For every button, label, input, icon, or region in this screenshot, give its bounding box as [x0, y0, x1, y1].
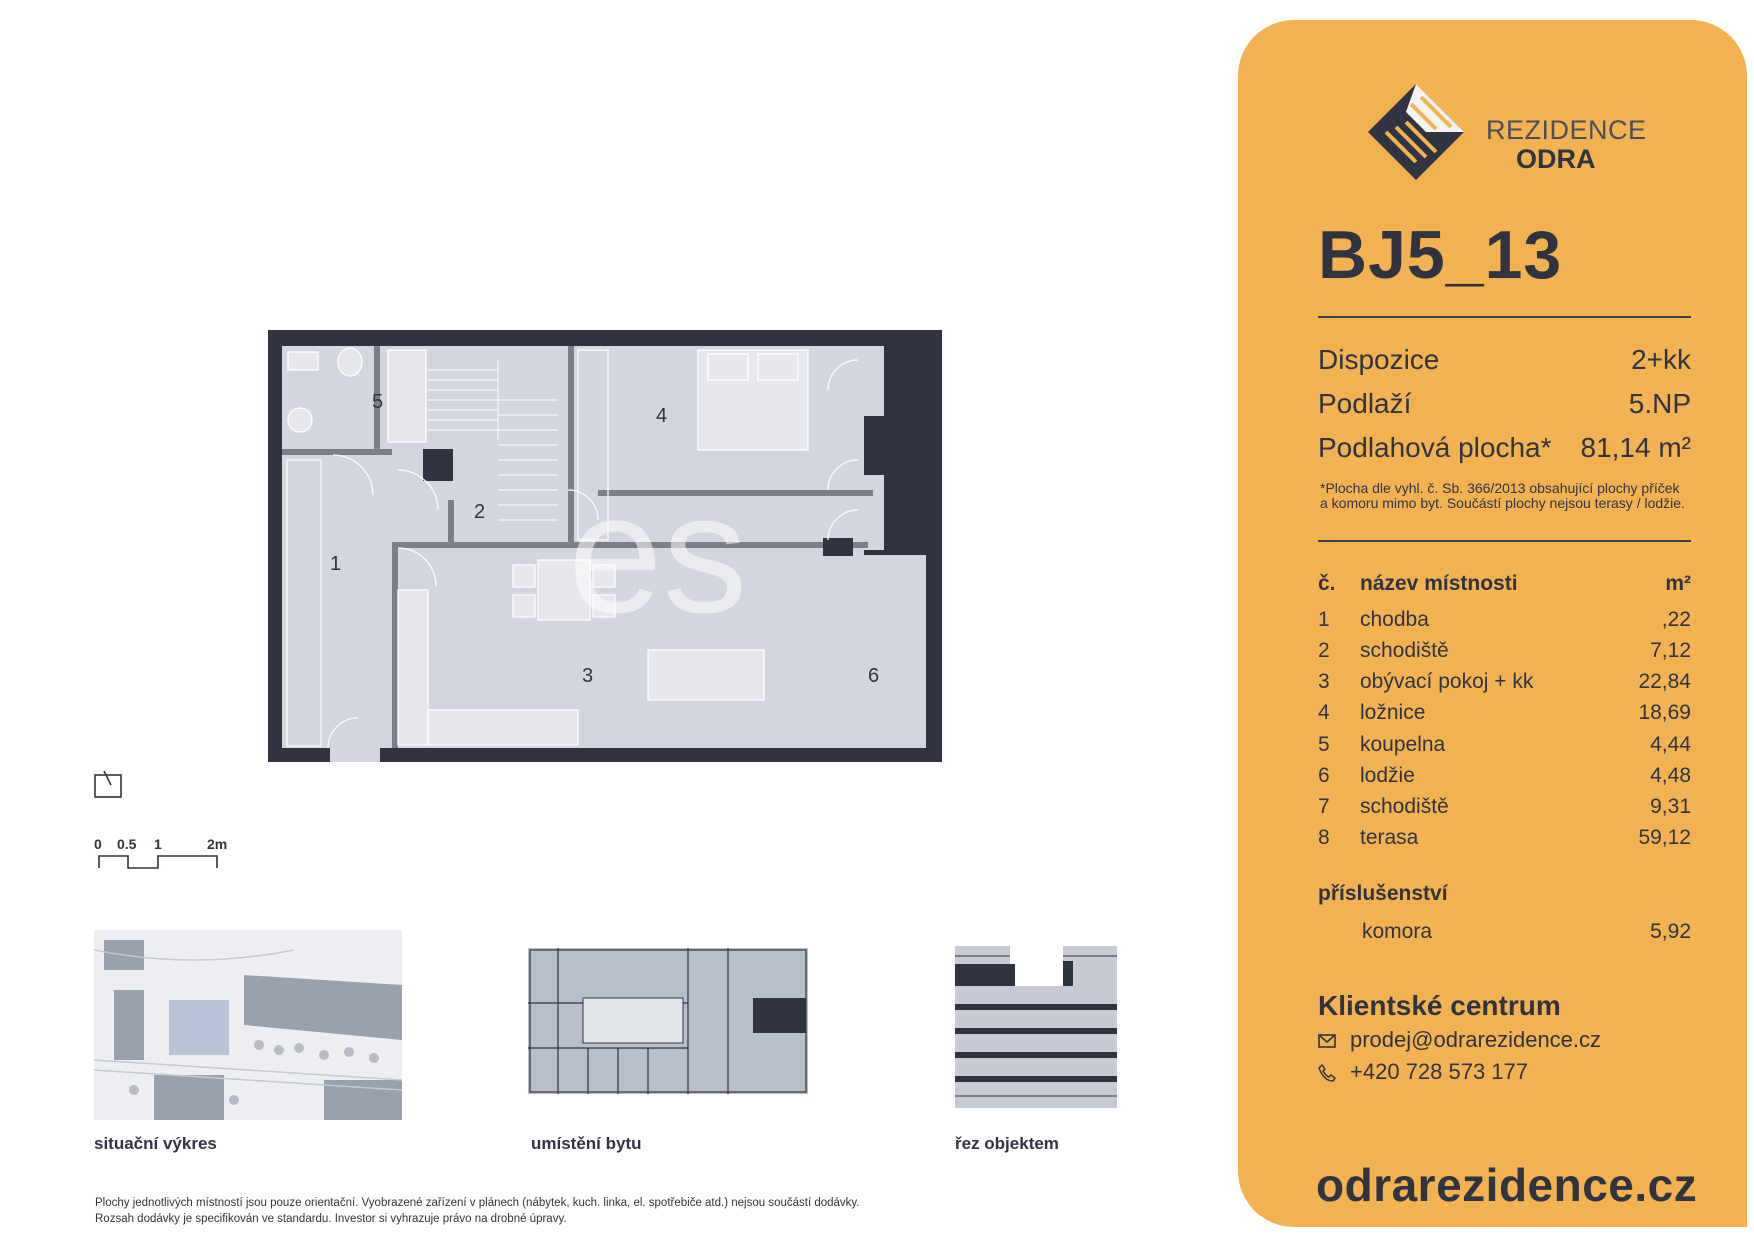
room-area: 59,12	[1638, 826, 1691, 849]
mail-icon	[1318, 1034, 1336, 1048]
floor-value: 5.NP	[1628, 388, 1691, 419]
room-label: 3	[582, 665, 594, 687]
scale-label: 0	[94, 836, 102, 852]
floor-plan	[268, 330, 942, 762]
brand-name-line2: ODRA	[1516, 144, 1596, 174]
accessory-area: 5,92	[1650, 920, 1691, 943]
room-num: 7	[1318, 795, 1330, 818]
room-num: 8	[1318, 826, 1330, 849]
room-name: koupelna	[1360, 733, 1446, 756]
room-num: 2	[1318, 639, 1330, 662]
scale-bar	[98, 854, 220, 870]
room-label: 1	[330, 553, 342, 575]
floor-label: Podlaží	[1318, 388, 1412, 419]
room-label: 5	[372, 391, 384, 413]
room-area: 18,69	[1638, 701, 1691, 724]
room-num: 5	[1318, 733, 1330, 756]
divider	[1318, 316, 1691, 318]
unit-code: BJ5_13	[1318, 217, 1563, 293]
info-panel	[1238, 20, 1747, 1227]
section-caption: řez objektem	[955, 1134, 1059, 1153]
area-footnote	[1320, 481, 1720, 511]
floor-area-label: Podlahová plocha*	[1318, 432, 1552, 463]
room-name: lodžie	[1360, 764, 1415, 787]
location-caption: umístění bytu	[531, 1134, 642, 1153]
disclaimer	[95, 1195, 895, 1227]
room-num: 3	[1318, 670, 1330, 693]
room-name: ložnice	[1360, 701, 1426, 724]
website-link[interactable]: odrarezidence.cz	[1316, 1159, 1698, 1211]
room-area: ,22	[1661, 608, 1691, 631]
room-area: 4,48	[1650, 764, 1691, 787]
room-num: 1	[1318, 608, 1330, 631]
accessory-name: komora	[1362, 920, 1433, 943]
room-area: 22,84	[1638, 670, 1691, 693]
table-header-name: název místnosti	[1360, 572, 1518, 595]
divider	[1318, 540, 1691, 542]
footnote-line2: a komoru mimo byt. Součástí plochy nejsou terasy / lodžie.	[1320, 495, 1685, 511]
room-label: 2	[474, 501, 486, 523]
sofa	[648, 650, 764, 700]
rezidence-odra-logo-icon	[1366, 82, 1466, 182]
site-plan-caption: situační výkres	[94, 1134, 217, 1153]
email-link[interactable]: prodej@odrarezidence.cz	[1350, 1027, 1602, 1052]
highlighted-unit	[753, 998, 806, 1033]
bed	[698, 350, 808, 450]
room-name: terasa	[1360, 826, 1419, 849]
watermark: es	[568, 459, 748, 649]
room-name: schodiště	[1360, 795, 1449, 818]
table-header-num: č.	[1318, 572, 1336, 595]
disclaimer-line2: Rozsah dodávky je specifikován ve standardu. Investor si vyhrazuje právo na drobné úpravy.	[95, 1213, 567, 1225]
room-label: 4	[656, 405, 668, 427]
disposition-label: Dispozice	[1318, 344, 1440, 375]
building-location-thumbnail	[528, 948, 808, 1094]
scale-label: 1	[154, 836, 162, 852]
room-area: 4,44	[1650, 733, 1691, 756]
room-name: obývací pokoj + kk	[1360, 670, 1534, 693]
site-plan-thumbnail	[94, 930, 402, 1120]
north-arrow-icon	[94, 770, 122, 798]
phone-link[interactable]: +420 728 573 177	[1350, 1059, 1529, 1084]
room-area: 9,31	[1650, 795, 1691, 818]
disclaimer-line1: Plochy jednotlivých místností jsou pouze orientační. Vyobrazené zařízení v plánech (nábytek, kuch. linka, el. spotřebiče atd.) nejsou součástí dodávky.	[95, 1197, 860, 1209]
room-num: 6	[1318, 764, 1330, 787]
phone-icon	[1318, 1064, 1336, 1082]
disposition-value: 2+kk	[1631, 344, 1691, 375]
scale-label: 0.5	[117, 836, 137, 852]
scale-label: 2m	[207, 836, 228, 852]
room-area: 7,12	[1650, 639, 1691, 662]
table-header-area: m²	[1665, 572, 1691, 595]
column	[423, 449, 453, 481]
footnote-line1: *Plocha dle vyhl. č. Sb. 366/2013 obsahující plochy příček	[1320, 480, 1680, 496]
room-label: 6	[868, 665, 880, 687]
building-section-thumbnail	[955, 946, 1117, 1108]
room-name: schodiště	[1360, 639, 1449, 662]
client-center-title: Klientské centrum	[1318, 990, 1561, 1021]
brand-name-line1: REZIDENCE	[1486, 115, 1647, 145]
room-num: 4	[1318, 701, 1330, 724]
accessories-title: příslušenství	[1318, 882, 1448, 905]
room-name: chodba	[1360, 608, 1429, 631]
floor-area-value: 81,14 m²	[1580, 432, 1691, 463]
loggia-fill	[864, 555, 926, 748]
